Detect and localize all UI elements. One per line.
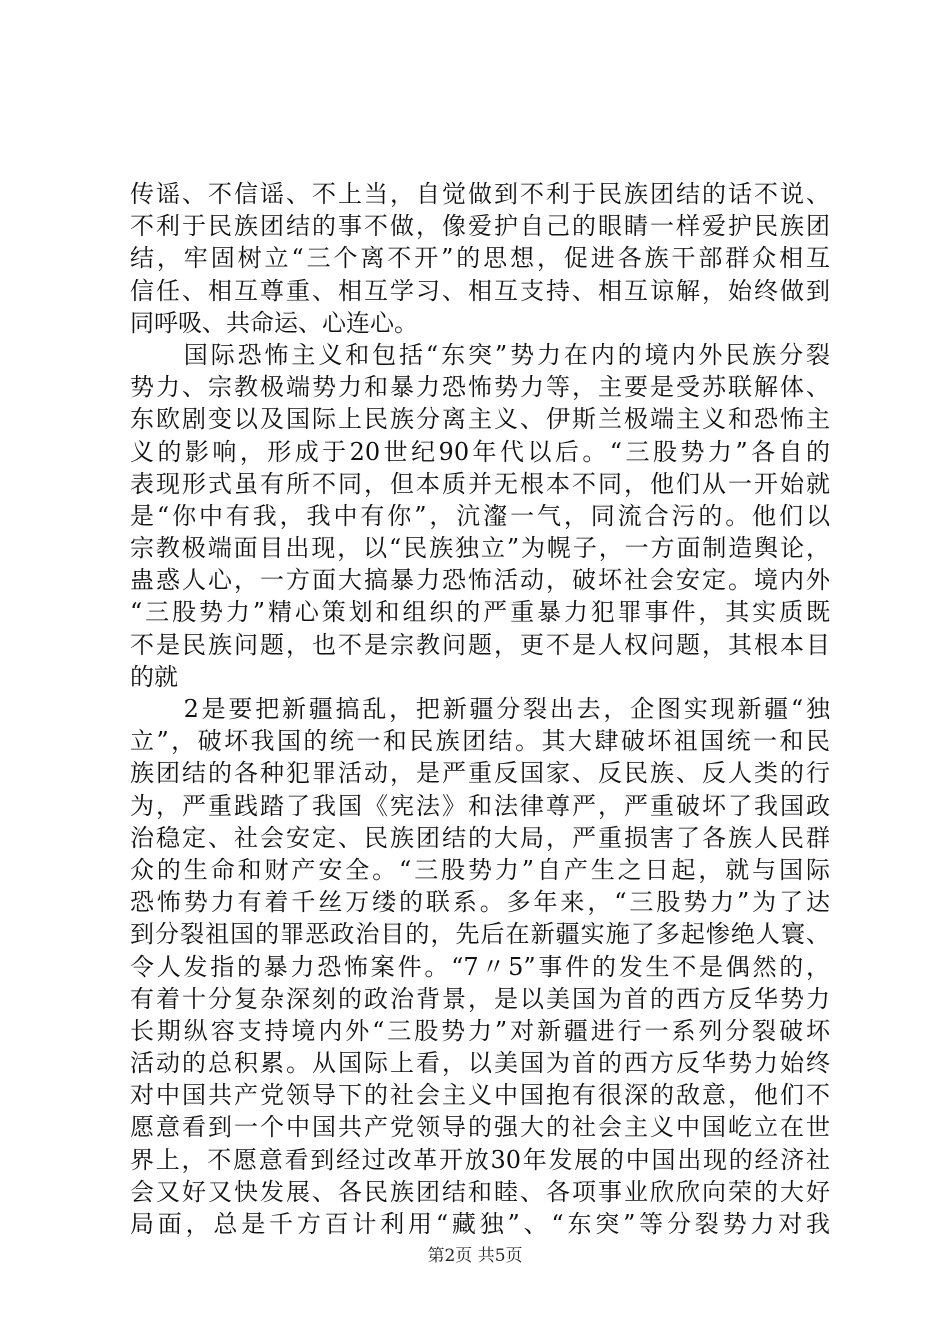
page-number: 第2页 共5页 xyxy=(427,1246,523,1266)
text-line: 表现形式虽有所不同，但本质并无根本不同，他们从一开始就 xyxy=(130,469,830,498)
text-line: 宗教极端面目出现，以“民族独立”为幌子，一方面制造舆论， xyxy=(130,534,830,563)
text-line: 蛊惑人心，一方面大搞暴力恐怖活动，破坏社会安定。境内外 xyxy=(130,566,830,595)
text-line: 界上，不愿意看到经过改革开放30年发展的中国出现的经济社 xyxy=(130,1145,830,1174)
text-line: 国际恐怖主义和包括“东突”势力在内的境内外民族分裂 xyxy=(130,340,830,369)
page-footer xyxy=(0,1241,950,1266)
text-line: 是“你中有我，我中有你”，沆瀣一气，同流合污的。他们以 xyxy=(130,501,830,530)
text-line: 信任、相互尊重、相互学习、相互支持、相互谅解，始终做到 xyxy=(130,276,830,305)
text-line: 不利于民族团结的事不做，像爱护自己的眼睛一样爱护民族团 xyxy=(130,212,830,241)
text-line: 义的影响，形成于20世纪90年代以后。“三股势力”各自的 xyxy=(130,437,830,466)
text-line: 局面，总是千方百计利用“藏独”、“东突”等分裂势力对我 xyxy=(130,1210,830,1238)
text-line: 活动的总积累。从国际上看，以美国为首的西方反华势力始终 xyxy=(130,1049,830,1078)
text-line: 立”，破坏我国的统一和民族团结。其大肆破坏祖国统一和民 xyxy=(130,727,830,756)
text-line: 东欧剧变以及国际上民族分离主义、伊斯兰极端主义和恐怖主 xyxy=(130,405,830,434)
text-line: 传谣、不信谣、不上当，自觉做到不利于民族团结的话不说、 xyxy=(130,180,830,208)
text-line: 愿意看到一个中国共产党领导的强大的社会主义中国屹立在世 xyxy=(130,1113,830,1142)
text-line: 会又好又快发展、各民族团结和睦、各项事业欣欣向荣的大好 xyxy=(130,1177,830,1206)
text-line: 2是要把新疆搞乱，把新疆分裂出去，企图实现新疆“独 xyxy=(130,695,830,723)
text-line: 结，牢固树立“三个离不开”的思想，促进各族干部群众相互 xyxy=(130,244,830,273)
text-line: 族团结的各种犯罪活动，是严重反国家、反民族、反人类的行 xyxy=(130,759,830,788)
text-line: 的就 xyxy=(130,662,178,691)
text-line: 对中国共产党领导下的社会主义中国抱有很深的敌意，他们不 xyxy=(130,1081,830,1110)
body-text xyxy=(130,178,830,1240)
text-line: 令人发指的暴力恐怖案件。“7〃5”事件的发生不是偶然的， xyxy=(130,952,830,981)
text-line: 长期纵容支持境内外“三股势力”对新疆进行一系列分裂破坏 xyxy=(130,1016,830,1045)
text-line: 同呼吸、共命运、心连心。 xyxy=(130,308,418,337)
text-line: “三股势力”精心策划和组织的严重暴力犯罪事件，其实质既 xyxy=(130,598,830,627)
text-line: 众的生命和财产安全。“三股势力”自产生之日起，就与国际 xyxy=(130,855,830,884)
text-line: 有着十分复杂深刻的政治背景，是以美国为首的西方反华势力 xyxy=(130,984,830,1013)
text-line: 为，严重践踏了我国《宪法》和法律尊严，严重破坏了我国政 xyxy=(130,791,830,820)
text-line: 到分裂祖国的罪恶政治目的，先后在新疆实施了多起惨绝人寰、 xyxy=(130,920,830,949)
text-line: 势力、宗教极端势力和暴力恐怖势力等，主要是受苏联解体、 xyxy=(130,373,830,402)
text-line: 恐怖势力有着千丝万缕的联系。多年来，“三股势力”为了达 xyxy=(130,888,830,917)
text-line: 不是民族问题，也不是宗教问题，更不是人权问题，其根本目 xyxy=(130,630,830,659)
text-line: 治稳定、社会安定、民族团结的大局，严重损害了各族人民群 xyxy=(130,823,830,852)
